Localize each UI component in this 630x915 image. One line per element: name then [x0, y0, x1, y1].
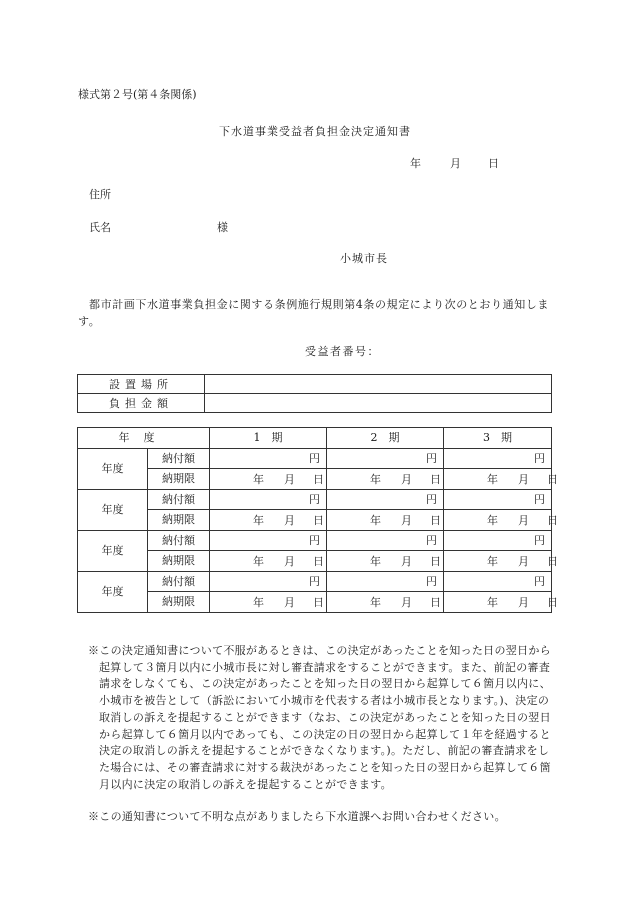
unit-year: 年	[253, 596, 264, 609]
honorific: 様	[217, 221, 228, 234]
unit-year: 年	[253, 555, 264, 568]
amount-cell-p3: 円	[444, 571, 552, 592]
note-appeal: ※この決定通知書について不服があるときは、この決定があったことを知った日の翌日から起算して３箇月以内に小城市長に対し審査請求をすることができます。また、前記の審査請求をしなくても、この決定があったことを知った日の翌日から起算して６箇月以内に、小城市を被告として（訴訟において小城市を代表する者は小城市長となります。)、決定の取消しの訴えを提起することができます（なお、この決定があったことを知った日の翌日から起算して６箇月以内であっても、この決定の日の翌日から起算して１年を経過すると決定の取消しの訴えを提起することができなくなります。)。ただし、前記の審査請求をした場合には、その審査請求に対する裁決があったことを知った日の翌日から起算して６箇月以内に決定の取消しの訴えを提起することができます。	[88, 644, 551, 791]
deadline-cell-p1	[210, 551, 327, 572]
fiscal-year-cell: 年度	[78, 571, 148, 612]
issuer: 小城市長	[340, 252, 388, 265]
amount-cell-p2: 円	[327, 448, 444, 469]
note-inquiry: ※この通知書について不明な点がありましたら下水道課へお問い合わせください。	[88, 810, 506, 824]
table-row	[78, 530, 552, 551]
unit-month: 月	[284, 473, 295, 486]
deadline-label: 納期限	[148, 510, 210, 531]
unit-year: 年	[370, 473, 381, 486]
deadline-cell-p2	[327, 592, 444, 613]
unit-day: 日	[430, 596, 441, 609]
amount-cell-p2: 円	[327, 530, 444, 551]
unit-year: 年	[487, 596, 498, 609]
table-row	[78, 448, 552, 469]
unit-month: 月	[518, 514, 529, 527]
fiscal-year-cell: 年度	[78, 448, 148, 489]
name-label: 氏名	[89, 221, 111, 234]
unit-year: 年	[253, 473, 264, 486]
unit-day: 日	[313, 473, 324, 486]
amount-cell-p2: 円	[327, 489, 444, 510]
deadline-label: 納期限	[148, 592, 210, 613]
amount-cell-p3: 円	[444, 530, 552, 551]
location-label: 設置場所	[78, 375, 205, 394]
unit-day: 日	[313, 555, 324, 568]
amount-cell-p1: 円	[210, 530, 327, 551]
deadline-cell-p3	[444, 592, 558, 613]
unit-year: 年	[253, 514, 264, 527]
table-row	[78, 510, 552, 531]
unit-month: 月	[284, 555, 295, 568]
location-value	[205, 375, 552, 394]
unit-year: 年	[370, 596, 381, 609]
date-year: 年	[410, 157, 421, 170]
unit-month: 月	[518, 555, 529, 568]
amount-label: 納付額	[148, 448, 210, 469]
info-table	[77, 374, 552, 413]
unit-day: 日	[430, 514, 441, 527]
schedule-rows	[78, 448, 558, 612]
table-row	[78, 489, 552, 510]
unit-day: 日	[547, 473, 558, 486]
amount-cell-p3: 円	[444, 448, 552, 469]
payment-schedule-table	[77, 427, 558, 613]
unit-year: 年	[370, 514, 381, 527]
address-label: 住所	[89, 188, 111, 201]
unit-day: 日	[430, 473, 441, 486]
unit-year: 年	[487, 473, 498, 486]
unit-month: 月	[518, 473, 529, 486]
deadline-label: 納期限	[148, 469, 210, 490]
amount-cell-p1: 円	[210, 489, 327, 510]
unit-year: 年	[487, 555, 498, 568]
header-period-1: 1 期	[210, 428, 327, 449]
deadline-cell-p3	[444, 510, 558, 531]
amount-label: 負担金額	[78, 394, 205, 413]
unit-month: 月	[284, 596, 295, 609]
amount-label: 納付額	[148, 530, 210, 551]
deadline-cell-p2	[327, 551, 444, 572]
unit-month: 月	[518, 596, 529, 609]
deadline-cell-p1	[210, 592, 327, 613]
fiscal-year-cell: 年度	[78, 489, 148, 530]
unit-month: 月	[401, 555, 412, 568]
table-row	[78, 592, 552, 613]
notes	[88, 643, 558, 826]
unit-year: 年	[370, 555, 381, 568]
deadline-cell-p3	[444, 469, 558, 490]
table-row	[78, 571, 552, 592]
deadline-label: 納期限	[148, 551, 210, 572]
unit-month: 月	[284, 514, 295, 527]
form-number: 様式第２号(第４条関係)	[78, 88, 197, 101]
table-row	[78, 394, 552, 413]
unit-month: 月	[401, 596, 412, 609]
amount-cell-p2: 円	[327, 571, 444, 592]
date-month: 月	[450, 157, 461, 170]
table-header-row	[78, 428, 552, 449]
unit-month: 月	[401, 514, 412, 527]
deadline-cell-p2	[327, 469, 444, 490]
unit-day: 日	[547, 555, 558, 568]
deadline-cell-p1	[210, 510, 327, 531]
document-title: 下水道事業受益者負担金決定通知書	[219, 125, 411, 138]
table-row	[78, 551, 552, 572]
amount-label: 納付額	[148, 489, 210, 510]
unit-day: 日	[430, 555, 441, 568]
notice-body: 都市計画下水道事業負担金に関する条例施行規則第4条の規定により次のとおり通知します。	[78, 298, 549, 328]
deadline-cell-p3	[444, 551, 558, 572]
fiscal-year-cell: 年度	[78, 530, 148, 571]
unit-month: 月	[401, 473, 412, 486]
table-row	[78, 375, 552, 394]
unit-day: 日	[313, 514, 324, 527]
unit-day: 日	[547, 514, 558, 527]
header-period-3: 3 期	[444, 428, 552, 449]
amount-value	[205, 394, 552, 413]
unit-day: 日	[547, 596, 558, 609]
unit-year: 年	[487, 514, 498, 527]
beneficiary-number-label: 受益者番号：	[305, 345, 380, 358]
header-period-2: 2 期	[327, 428, 444, 449]
unit-day: 日	[313, 596, 324, 609]
deadline-cell-p1	[210, 469, 327, 490]
amount-cell-p3: 円	[444, 489, 552, 510]
amount-cell-p1: 円	[210, 571, 327, 592]
amount-label: 納付額	[148, 571, 210, 592]
deadline-cell-p2	[327, 510, 444, 531]
header-fiscal-year: 年度	[78, 428, 210, 449]
date-day: 日	[488, 157, 499, 170]
amount-cell-p1: 円	[210, 448, 327, 469]
table-row	[78, 469, 552, 490]
